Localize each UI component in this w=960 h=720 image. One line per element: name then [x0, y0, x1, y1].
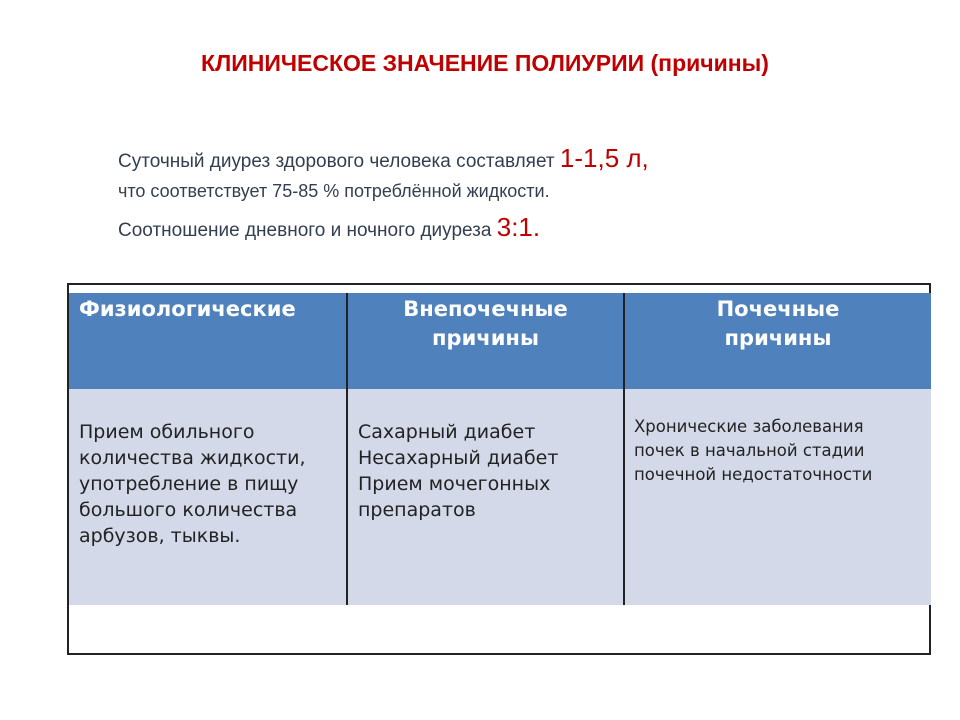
header-physiological [69, 293, 346, 391]
cell-renal [625, 389, 931, 605]
intro-line-daily-diuresis [118, 143, 649, 174]
cell-physiological [69, 389, 346, 605]
header-line: причины [432, 326, 539, 350]
causes-table [67, 283, 931, 655]
intro-line1-tail: , [641, 143, 649, 173]
column-divider [623, 293, 625, 605]
cell-line: Сахарный диабет [358, 421, 536, 443]
cell-line: арбузов, тыквы. [79, 525, 241, 547]
cell-line: Несахарный диабет [358, 447, 559, 469]
header-line: Почечные [716, 297, 840, 321]
cell-line: Прием мочегонных [358, 473, 551, 495]
intro-line1-value: 1-1,5 л [559, 143, 642, 173]
intro-line3-text: Соотношение дневного и ночного диуреза [118, 220, 497, 241]
cell-line: препаратов [358, 499, 476, 521]
cell-line: употребление в пищу [79, 473, 299, 495]
cell-line: почек в начальной стадии [634, 441, 865, 460]
column-divider [346, 293, 348, 605]
cell-line: почечной недостаточности [634, 465, 873, 484]
intro-line-ratio [118, 212, 540, 243]
slide-title: КЛИНИЧЕСКОЕ ЗНАЧЕНИЕ ПОЛИУРИИ (причины) [201, 50, 769, 76]
header-line: причины [724, 326, 832, 350]
header-extrarenal [348, 293, 623, 391]
intro-line2-text: что соответствует 75-85 % потреблённой жидкости. [118, 181, 550, 201]
cell-extrarenal [348, 389, 623, 605]
header-line: Внепочечные [403, 297, 568, 321]
cell-line: Прием обильного [79, 421, 255, 443]
header-line: Физиологические [79, 297, 296, 321]
cell-line: количества жидкости, [79, 447, 306, 469]
header-renal [625, 293, 931, 391]
intro-line1-text: Суточный диурез здорового человека составляет [118, 151, 560, 172]
cell-line: большого количества [79, 499, 298, 521]
cell-line: Хронические заболевания [634, 417, 864, 436]
intro-line3-value: 3:1. [496, 212, 541, 242]
intro-line-percentage [118, 181, 550, 202]
